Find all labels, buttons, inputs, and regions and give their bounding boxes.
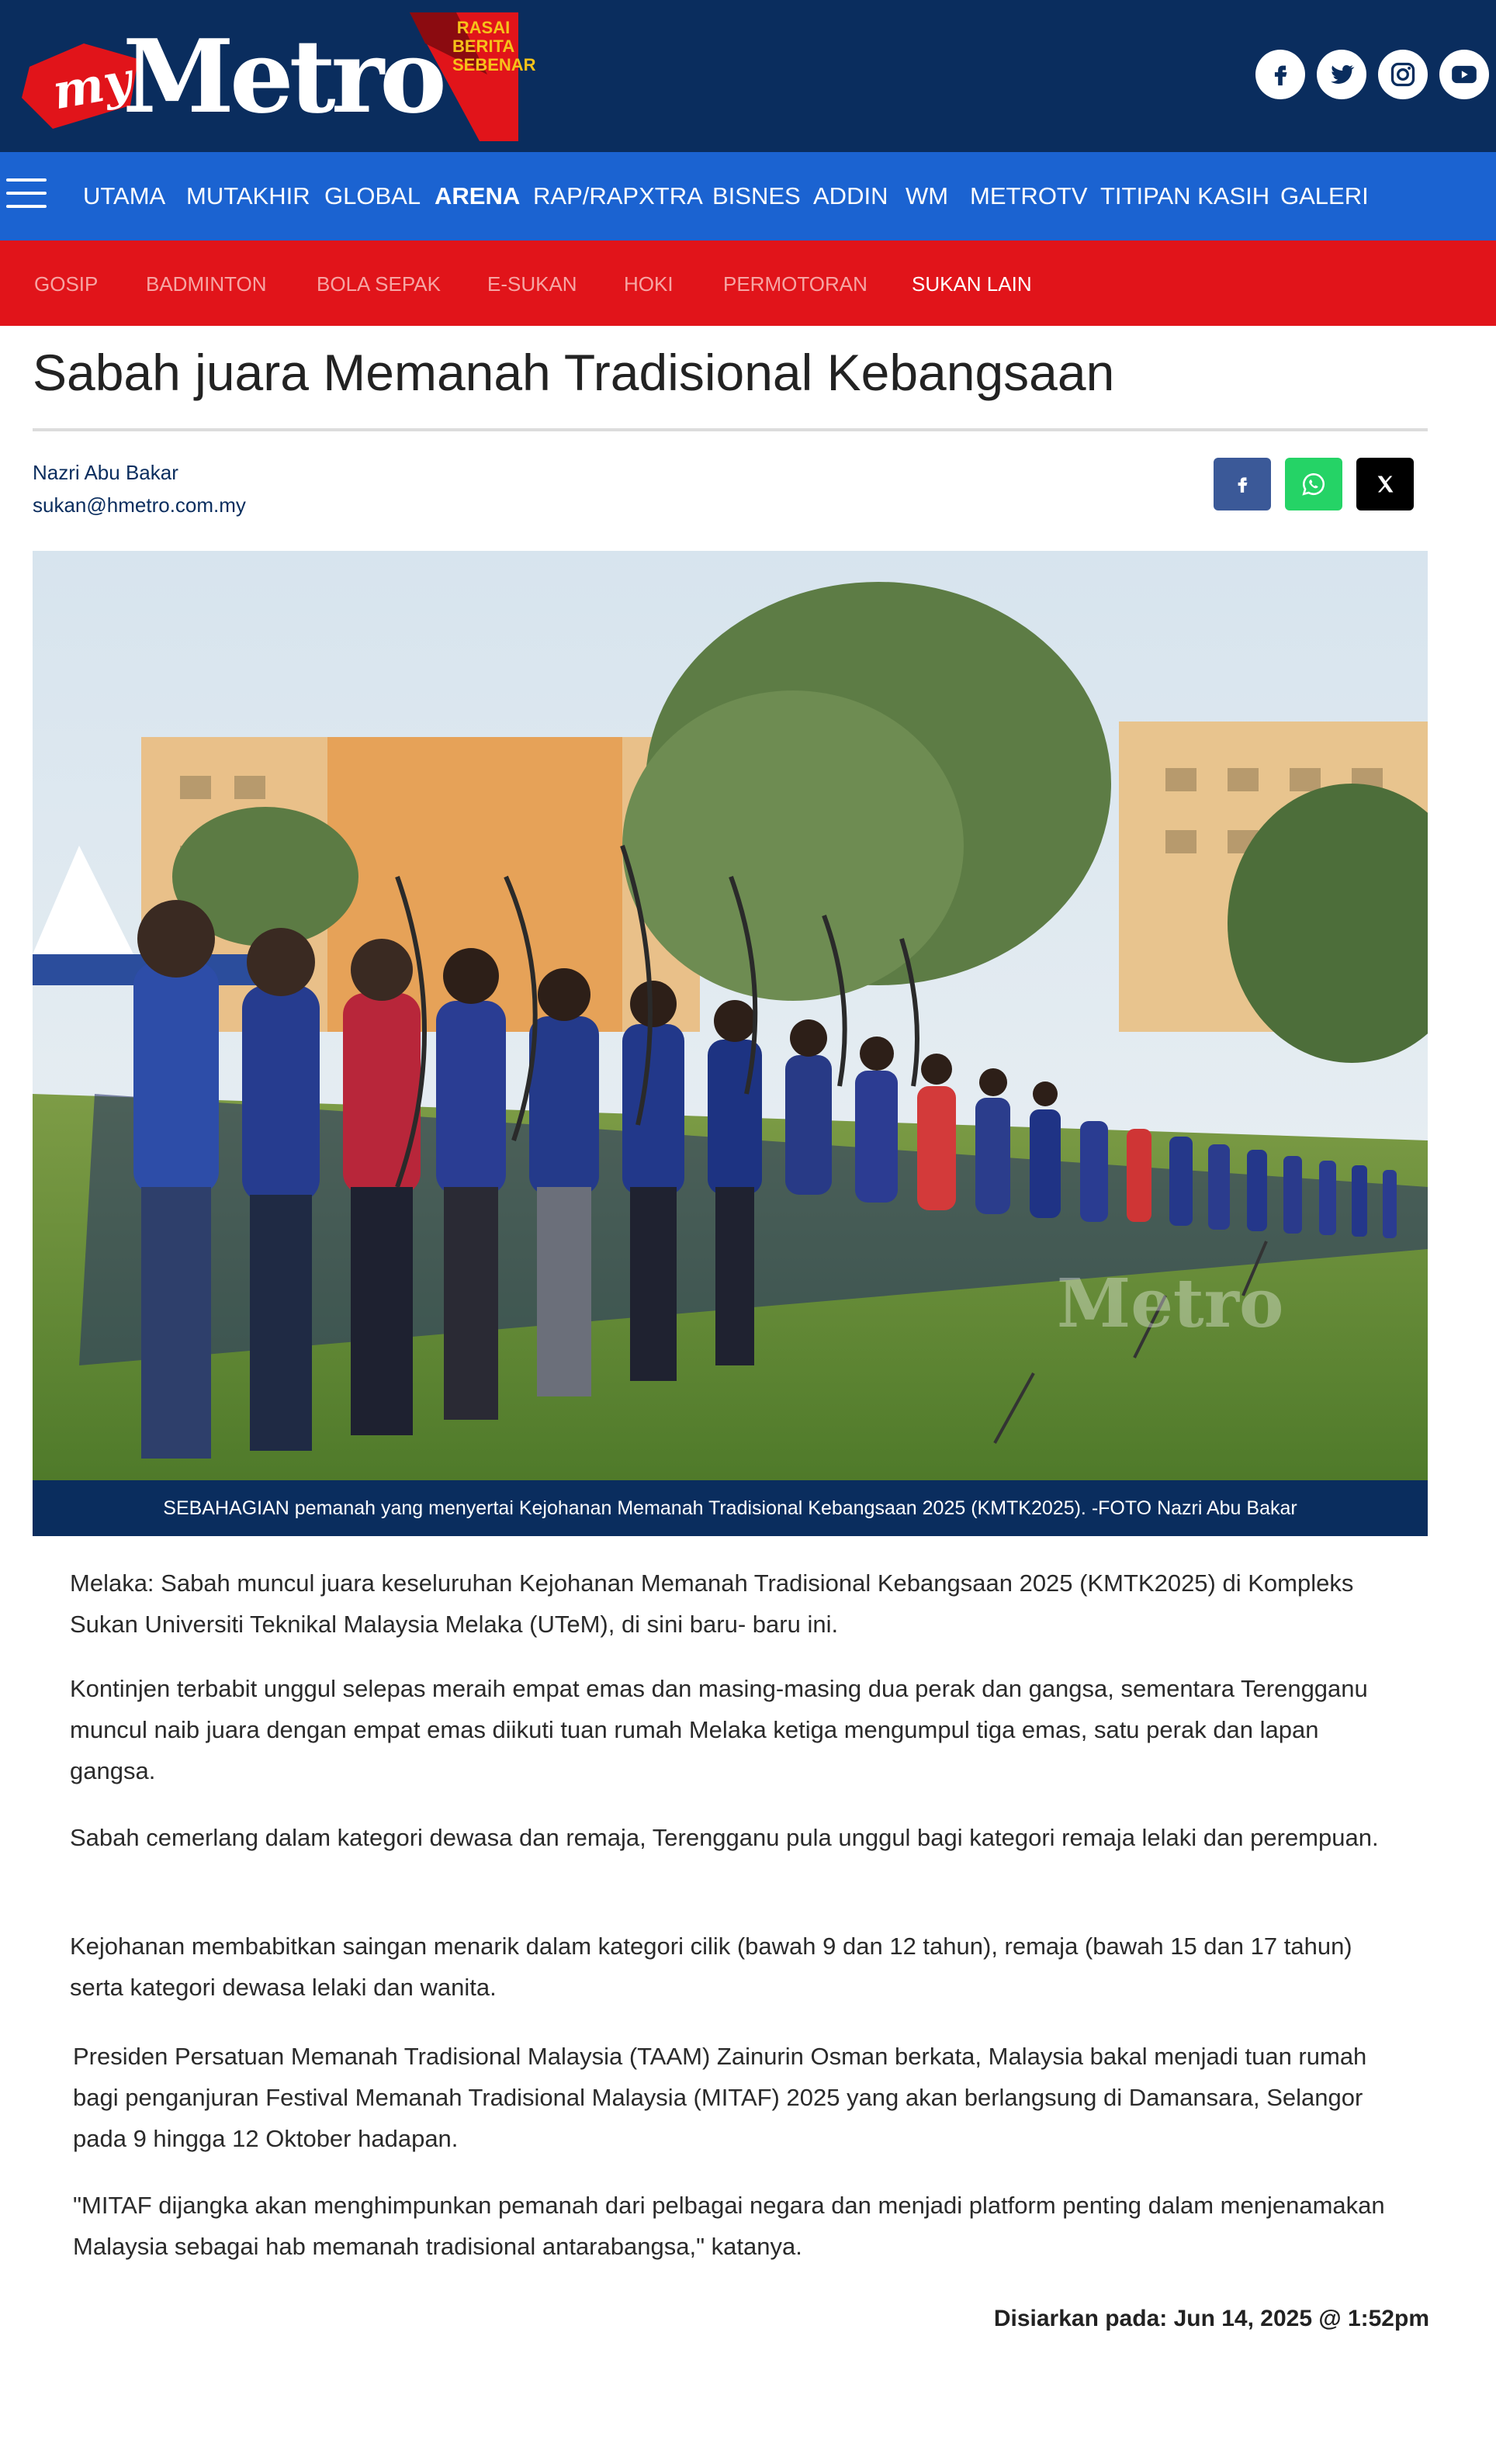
subnav-item-badminton[interactable]: BADMINTON <box>146 272 267 296</box>
main-navigation <box>0 152 1496 241</box>
photo-watermark: Metro <box>1057 1265 1284 1343</box>
article-paragraph-6: "MITAF dijangka akan menghimpunkan pemanah dari pelbagai negara dan menjadi platform penting dalam menjenamakan Malaysia sebagai hab memanah tradisional antarabangsa," katanya. <box>73 2192 1385 2260</box>
mymetro-logo[interactable] <box>22 12 536 141</box>
whatsapp-share-button[interactable] <box>1285 458 1342 510</box>
nav-item-utama[interactable]: UTAMA <box>83 182 166 209</box>
subnav-item-bola-sepak[interactable]: BOLA SEPAK <box>317 272 441 296</box>
subnav-item-sukan-lain[interactable]: SUKAN LAIN <box>912 272 1032 296</box>
facebook-icon <box>1232 474 1252 494</box>
menu-icon[interactable] <box>6 178 47 214</box>
nav-item-mutakhir[interactable]: MUTAKHIR <box>186 182 310 209</box>
subnav-item-hoki[interactable]: HOKI <box>624 272 674 296</box>
photo-caption: SEBAHAGIAN pemanah yang menyertai Kejohanan Memanah Tradisional Kebangsaan 2025 (KMTK2025). -FOTO Nazri Abu Bakar <box>33 1480 1428 1536</box>
instagram-icon[interactable] <box>1378 50 1428 99</box>
published-timestamp: Disiarkan pada: Jun 14, 2025 @ 1:52pm <box>993 2306 1429 2331</box>
article-paragraph-1: Melaka: Sabah muncul juara keseluruhan Kejohanan Memanah Tradisional Kebangsaan 2025 (KMTK2025) di Kompleks Sukan Universiti Teknikal Malaysia Melaka (UTeM), di sini baru- baru ini. <box>70 1569 1354 1638</box>
author-name-link[interactable]: Nazri Abu Bakar <box>33 461 178 484</box>
article-title: Sabah juara Memanah Tradisional Kebangsaan <box>33 344 1115 401</box>
nav-item-addin[interactable]: ADDIN <box>813 182 888 209</box>
nav-item-titipan-kasih[interactable]: TITIPAN KASIH <box>1100 182 1270 209</box>
logo-metro-text: Metro <box>123 17 442 136</box>
nav-item-global[interactable]: GLOBAL <box>324 182 421 209</box>
facebook-share-button[interactable] <box>1214 458 1271 510</box>
archers-photo-illustration <box>33 551 1428 1480</box>
article-paragraph-3: Sabah cemerlang dalam kategori dewasa dan remaja, Terengganu pula unggul bagi kategori remaja lelaki dan perempuan. <box>70 1824 1379 1851</box>
subnav-item-gosip[interactable]: GOSIP <box>34 272 99 296</box>
title-divider <box>33 428 1428 431</box>
x-icon <box>1374 473 1396 495</box>
author-email-link[interactable]: sukan@hmetro.com.my <box>33 493 246 517</box>
logo-my-text: my <box>48 50 137 121</box>
facebook-icon[interactable] <box>1255 50 1305 99</box>
subnav-item-permotoran[interactable]: PERMOTORAN <box>723 272 867 296</box>
article-paragraph-5: Presiden Persatuan Memanah Tradisional Malaysia (TAAM) Zainurin Osman berkata, Malaysia bakal menjadi tuan rumah bagi penganjuran Festival Memanah Tradisional Malaysia (MITAF) 2025 yang akan berlangsung di Damansara, Selangor pada 9 hingga 12 Oktober hadapan. <box>73 2043 1367 2152</box>
nav-item-metrotv[interactable]: METROTV <box>970 182 1088 209</box>
twitter-icon[interactable] <box>1317 50 1366 99</box>
nav-item-arena[interactable]: ARENA <box>435 182 521 209</box>
subnav-item-e-sukan[interactable]: E-SUKAN <box>487 272 577 296</box>
sub-navigation <box>0 241 1496 326</box>
article-paragraph-4: Kejohanan membabitkan saingan menarik dalam kategori cilik (bawah 9 dan 12 tahun), remaja (bawah 15 dan 17 tahun) serta kategori dewasa lelaki dan wanita. <box>70 1933 1352 2001</box>
nav-item-bisnes[interactable]: BISNES <box>712 182 801 209</box>
nav-item-wm[interactable]: WM <box>906 182 949 209</box>
nav-item-galeri[interactable]: GALERI <box>1280 182 1369 209</box>
x-share-button[interactable] <box>1356 458 1414 510</box>
youtube-icon[interactable] <box>1439 50 1489 99</box>
logo-tagline: RASAI BERITA SEBENAR <box>452 18 536 74</box>
site-header <box>0 0 1496 152</box>
article-photo <box>33 551 1428 1480</box>
nav-item-rap-rapxtra[interactable]: RAP/RAPXTRA <box>533 182 703 209</box>
article-paragraph-2: Kontinjen terbabit unggul selepas meraih empat emas dan masing-masing dua perak dan gangsa, sementara Terengganu muncul naib juara dengan empat emas diikuti tuan rumah Melaka ketiga mengumpul tiga emas, satu perak dan lapan gangsa. <box>70 1675 1368 1784</box>
whatsapp-icon <box>1300 471 1327 497</box>
